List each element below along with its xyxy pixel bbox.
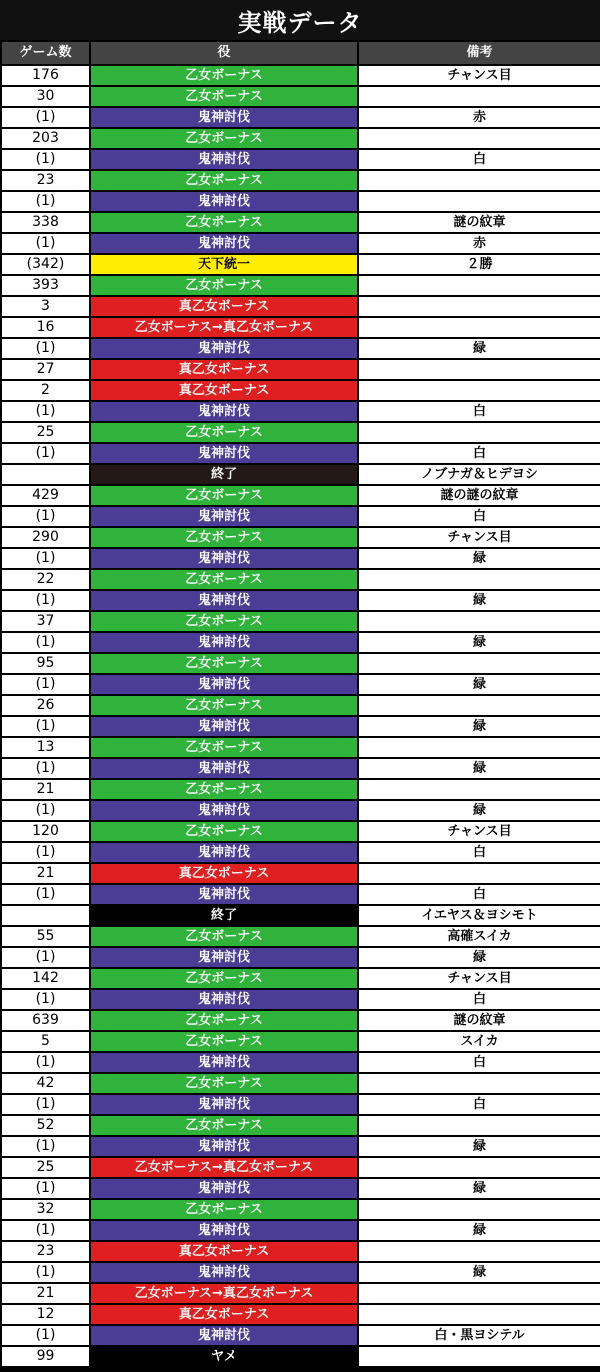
role-cell: 鬼神討伐 <box>91 339 357 358</box>
game-count-cell: 55 <box>2 927 89 946</box>
role-cell: 乙女ボーナス <box>91 213 357 232</box>
note-cell: 緑 <box>359 759 600 778</box>
table-row <box>2 1074 600 1093</box>
game-count-cell: 21 <box>2 1284 89 1303</box>
role-cell: 真乙女ボーナス <box>91 360 357 379</box>
game-count-cell: 26 <box>2 696 89 715</box>
role-cell: 乙女ボーナス <box>91 738 357 757</box>
note-cell: 緑 <box>359 591 600 610</box>
game-count-cell: 21 <box>2 864 89 883</box>
role-cell: 鬼神討伐 <box>91 549 357 568</box>
note-cell <box>359 696 600 715</box>
table-row <box>2 801 600 820</box>
game-count-cell: (342) <box>2 255 89 274</box>
table-row <box>2 1200 600 1219</box>
note-cell <box>359 297 600 316</box>
role-cell: 鬼神討伐 <box>91 150 357 169</box>
game-count-cell: 25 <box>2 423 89 442</box>
role-cell: 乙女ボーナス <box>91 66 357 85</box>
role-cell: 乙女ボーナス <box>91 87 357 106</box>
table-row <box>2 675 600 694</box>
note-cell: 謎の紋章 <box>359 1011 600 1030</box>
note-cell <box>359 423 600 442</box>
table-row <box>2 402 600 421</box>
game-count-cell: 21 <box>2 780 89 799</box>
note-cell <box>359 381 600 400</box>
table-row <box>2 780 600 799</box>
game-count-cell: 42 <box>2 1074 89 1093</box>
table-row <box>2 486 600 505</box>
table-body <box>2 66 600 1366</box>
table-row <box>2 150 600 169</box>
game-count-cell: 290 <box>2 528 89 547</box>
note-cell: 赤 <box>359 108 600 127</box>
note-cell: 緑 <box>359 1263 600 1282</box>
note-cell <box>359 780 600 799</box>
note-cell <box>359 192 600 211</box>
game-count-cell: 23 <box>2 1242 89 1261</box>
note-cell <box>359 129 600 148</box>
note-cell <box>359 864 600 883</box>
table-row <box>2 465 600 484</box>
role-cell: 鬼神討伐 <box>91 717 357 736</box>
table-row <box>2 822 600 841</box>
table-row <box>2 66 600 85</box>
note-cell: スイカ <box>359 1032 600 1051</box>
header-game: ゲーム数 <box>2 42 89 64</box>
game-count-cell: (1) <box>2 1095 89 1114</box>
note-cell: 緑 <box>359 1179 600 1198</box>
game-count-cell: (1) <box>2 1053 89 1072</box>
table-row <box>2 507 600 526</box>
game-count-cell: 99 <box>2 1347 89 1366</box>
table-row <box>2 171 600 190</box>
note-cell: 緑 <box>359 675 600 694</box>
note-cell: チャンス目 <box>359 822 600 841</box>
game-count-cell: (1) <box>2 507 89 526</box>
header-role: 役 <box>91 42 357 64</box>
table-row <box>2 87 600 106</box>
table-row <box>2 381 600 400</box>
game-count-cell: 176 <box>2 66 89 85</box>
game-count-cell: (1) <box>2 843 89 862</box>
table-row <box>2 1137 600 1156</box>
note-cell: チャンス目 <box>359 969 600 988</box>
game-count-cell: 2 <box>2 381 89 400</box>
role-cell: 天下統一 <box>91 255 357 274</box>
game-count-cell: (1) <box>2 1221 89 1240</box>
header-note: 備考 <box>359 42 600 64</box>
game-count-cell: 25 <box>2 1158 89 1177</box>
role-cell: 真乙女ボーナス <box>91 1242 357 1261</box>
role-cell: 乙女ボーナス <box>91 612 357 631</box>
game-count-cell: (1) <box>2 717 89 736</box>
note-cell <box>359 318 600 337</box>
table-row <box>2 129 600 148</box>
note-cell: 白 <box>359 885 600 904</box>
role-cell: 乙女ボーナス <box>91 1032 357 1051</box>
note-cell <box>359 1074 600 1093</box>
role-cell: 鬼神討伐 <box>91 444 357 463</box>
role-cell: 鬼神討伐 <box>91 633 357 652</box>
note-cell: 白 <box>359 444 600 463</box>
role-cell: 乙女ボーナス <box>91 822 357 841</box>
note-cell: 赤 <box>359 234 600 253</box>
game-count-cell: 12 <box>2 1305 89 1324</box>
note-cell: ２勝 <box>359 255 600 274</box>
note-cell <box>359 654 600 673</box>
role-cell: 乙女ボーナス→真乙女ボーナス <box>91 318 357 337</box>
role-cell: 乙女ボーナス <box>91 1200 357 1219</box>
game-count-cell: (1) <box>2 1137 89 1156</box>
role-cell: 鬼神討伐 <box>91 1326 357 1345</box>
game-count-cell: 30 <box>2 87 89 106</box>
note-cell: 謎の謎の紋章 <box>359 486 600 505</box>
game-count-cell: (1) <box>2 675 89 694</box>
note-cell: 白 <box>359 1053 600 1072</box>
role-cell: 鬼神討伐 <box>91 843 357 862</box>
note-cell: 緑 <box>359 549 600 568</box>
game-count-cell: 120 <box>2 822 89 841</box>
role-cell: 鬼神討伐 <box>91 759 357 778</box>
table-row <box>2 1347 600 1366</box>
game-count-cell: 338 <box>2 213 89 232</box>
table-row <box>2 843 600 862</box>
table-row <box>2 990 600 1009</box>
table-row <box>2 549 600 568</box>
game-count-cell <box>2 906 89 925</box>
game-count-cell: 27 <box>2 360 89 379</box>
table-row <box>2 297 600 316</box>
note-cell: 白 <box>359 1095 600 1114</box>
role-cell: 乙女ボーナス <box>91 570 357 589</box>
note-cell: 高確スイカ <box>359 927 600 946</box>
table-row <box>2 1221 600 1240</box>
table-row <box>2 423 600 442</box>
table-row <box>2 1284 600 1303</box>
game-count-cell: 429 <box>2 486 89 505</box>
table-row <box>2 1116 600 1135</box>
table-row <box>2 948 600 967</box>
note-cell <box>359 1284 600 1303</box>
role-cell: 終了 <box>91 465 357 484</box>
note-cell: 緑 <box>359 717 600 736</box>
game-count-cell: 639 <box>2 1011 89 1030</box>
game-count-cell: (1) <box>2 1326 89 1345</box>
table-row <box>2 717 600 736</box>
game-count-cell <box>2 465 89 484</box>
game-count-cell: 32 <box>2 1200 89 1219</box>
note-cell: チャンス目 <box>359 528 600 547</box>
game-count-cell: 203 <box>2 129 89 148</box>
game-count-cell: (1) <box>2 633 89 652</box>
table-row <box>2 1032 600 1051</box>
role-cell: 鬼神討伐 <box>91 1137 357 1156</box>
role-cell: 鬼神討伐 <box>91 1095 357 1114</box>
role-cell: 真乙女ボーナス <box>91 297 357 316</box>
table-row <box>2 591 600 610</box>
role-cell: 乙女ボーナス <box>91 696 357 715</box>
table-row <box>2 570 600 589</box>
table-row <box>2 1242 600 1261</box>
table-row <box>2 444 600 463</box>
role-cell: 鬼神討伐 <box>91 948 357 967</box>
note-cell: 緑 <box>359 801 600 820</box>
role-cell: 乙女ボーナス <box>91 276 357 295</box>
role-cell: 鬼神討伐 <box>91 108 357 127</box>
note-cell: 白・黒ヨシテル <box>359 1326 600 1345</box>
note-cell <box>359 1305 600 1324</box>
note-cell: 謎の紋章 <box>359 213 600 232</box>
note-cell <box>359 570 600 589</box>
note-cell: 白 <box>359 150 600 169</box>
game-count-cell: (1) <box>2 1263 89 1282</box>
table-row <box>2 633 600 652</box>
role-cell: 鬼神討伐 <box>91 1263 357 1282</box>
role-cell: 鬼神討伐 <box>91 507 357 526</box>
table-row <box>2 339 600 358</box>
note-cell <box>359 360 600 379</box>
role-cell: 鬼神討伐 <box>91 885 357 904</box>
role-cell: 乙女ボーナス <box>91 1074 357 1093</box>
game-count-cell: (1) <box>2 885 89 904</box>
table-row <box>2 696 600 715</box>
role-cell: 鬼神討伐 <box>91 990 357 1009</box>
table-row <box>2 255 600 274</box>
note-cell: 白 <box>359 507 600 526</box>
game-count-cell: (1) <box>2 549 89 568</box>
game-count-cell: (1) <box>2 444 89 463</box>
game-count-cell: (1) <box>2 150 89 169</box>
note-cell: ノブナガ＆ヒデヨシ <box>359 465 600 484</box>
note-cell <box>359 276 600 295</box>
game-count-cell: 95 <box>2 654 89 673</box>
game-count-cell: (1) <box>2 990 89 1009</box>
role-cell: 乙女ボーナス <box>91 927 357 946</box>
table-row <box>2 360 600 379</box>
table-row <box>2 1179 600 1198</box>
note-cell <box>359 612 600 631</box>
role-cell: 乙女ボーナス <box>91 486 357 505</box>
role-cell: 乙女ボーナス <box>91 1116 357 1135</box>
role-cell: 鬼神討伐 <box>91 1179 357 1198</box>
game-count-cell: (1) <box>2 1179 89 1198</box>
note-cell: チャンス目 <box>359 66 600 85</box>
role-cell: ヤメ <box>91 1347 357 1366</box>
table-row <box>2 213 600 232</box>
table-row <box>2 1326 600 1345</box>
note-cell: 白 <box>359 843 600 862</box>
note-cell <box>359 1158 600 1177</box>
role-cell: 真乙女ボーナス <box>91 864 357 883</box>
role-cell: 乙女ボーナス <box>91 780 357 799</box>
table-row <box>2 969 600 988</box>
table-row <box>2 1158 600 1177</box>
role-cell: 乙女ボーナス <box>91 1011 357 1030</box>
table-row <box>2 738 600 757</box>
note-cell: イエヤス＆ヨシモト <box>359 906 600 925</box>
role-cell: 鬼神討伐 <box>91 675 357 694</box>
game-count-cell: 393 <box>2 276 89 295</box>
game-count-cell: 142 <box>2 969 89 988</box>
page-title: 実戦データ <box>0 0 600 40</box>
table-row <box>2 864 600 883</box>
note-cell: 白 <box>359 990 600 1009</box>
role-cell: 乙女ボーナス <box>91 528 357 547</box>
role-cell: 鬼神討伐 <box>91 402 357 421</box>
role-cell: 乙女ボーナス→真乙女ボーナス <box>91 1158 357 1177</box>
note-cell: 緑 <box>359 633 600 652</box>
game-count-cell: 37 <box>2 612 89 631</box>
note-cell: 緑 <box>359 948 600 967</box>
table-row <box>2 1053 600 1072</box>
data-table <box>0 40 600 1368</box>
table-row <box>2 234 600 253</box>
note-cell <box>359 171 600 190</box>
role-cell: 鬼神討伐 <box>91 1053 357 1072</box>
note-cell <box>359 1116 600 1135</box>
game-count-cell: 13 <box>2 738 89 757</box>
table-row <box>2 1095 600 1114</box>
role-cell: 乙女ボーナス <box>91 423 357 442</box>
table-row <box>2 906 600 925</box>
table-row <box>2 885 600 904</box>
role-cell: 乙女ボーナス→真乙女ボーナス <box>91 1284 357 1303</box>
table-row <box>2 1305 600 1324</box>
note-cell: 緑 <box>359 339 600 358</box>
game-count-cell: (1) <box>2 234 89 253</box>
game-count-cell: (1) <box>2 759 89 778</box>
game-count-cell: 5 <box>2 1032 89 1051</box>
game-count-cell: (1) <box>2 948 89 967</box>
note-cell <box>359 1200 600 1219</box>
table-row <box>2 612 600 631</box>
role-cell: 鬼神討伐 <box>91 234 357 253</box>
game-count-cell: (1) <box>2 192 89 211</box>
note-cell: 緑 <box>359 1137 600 1156</box>
role-cell: 鬼神討伐 <box>91 591 357 610</box>
table-row <box>2 654 600 673</box>
note-cell <box>359 1347 600 1366</box>
note-cell <box>359 1242 600 1261</box>
table-row <box>2 276 600 295</box>
table-row <box>2 318 600 337</box>
game-count-cell: 23 <box>2 171 89 190</box>
role-cell: 乙女ボーナス <box>91 129 357 148</box>
game-count-cell: (1) <box>2 108 89 127</box>
role-cell: 真乙女ボーナス <box>91 1305 357 1324</box>
role-cell: 乙女ボーナス <box>91 171 357 190</box>
table-row <box>2 108 600 127</box>
game-count-cell: (1) <box>2 801 89 820</box>
game-count-cell: 22 <box>2 570 89 589</box>
table-row <box>2 1263 600 1282</box>
game-count-cell: (1) <box>2 591 89 610</box>
table-header-row <box>2 42 600 64</box>
role-cell: 真乙女ボーナス <box>91 381 357 400</box>
role-cell: 乙女ボーナス <box>91 969 357 988</box>
role-cell: 鬼神討伐 <box>91 801 357 820</box>
game-count-cell: 16 <box>2 318 89 337</box>
table-row <box>2 759 600 778</box>
role-cell: 終了 <box>91 906 357 925</box>
table-row <box>2 528 600 547</box>
role-cell: 鬼神討伐 <box>91 192 357 211</box>
table-row <box>2 1011 600 1030</box>
game-count-cell: (1) <box>2 402 89 421</box>
role-cell: 鬼神討伐 <box>91 1221 357 1240</box>
game-count-cell: 52 <box>2 1116 89 1135</box>
table-row <box>2 192 600 211</box>
table-row <box>2 927 600 946</box>
note-cell <box>359 738 600 757</box>
game-count-cell: (1) <box>2 339 89 358</box>
game-count-cell: 3 <box>2 297 89 316</box>
note-cell: 白 <box>359 402 600 421</box>
note-cell <box>359 87 600 106</box>
role-cell: 乙女ボーナス <box>91 654 357 673</box>
note-cell: 緑 <box>359 1221 600 1240</box>
